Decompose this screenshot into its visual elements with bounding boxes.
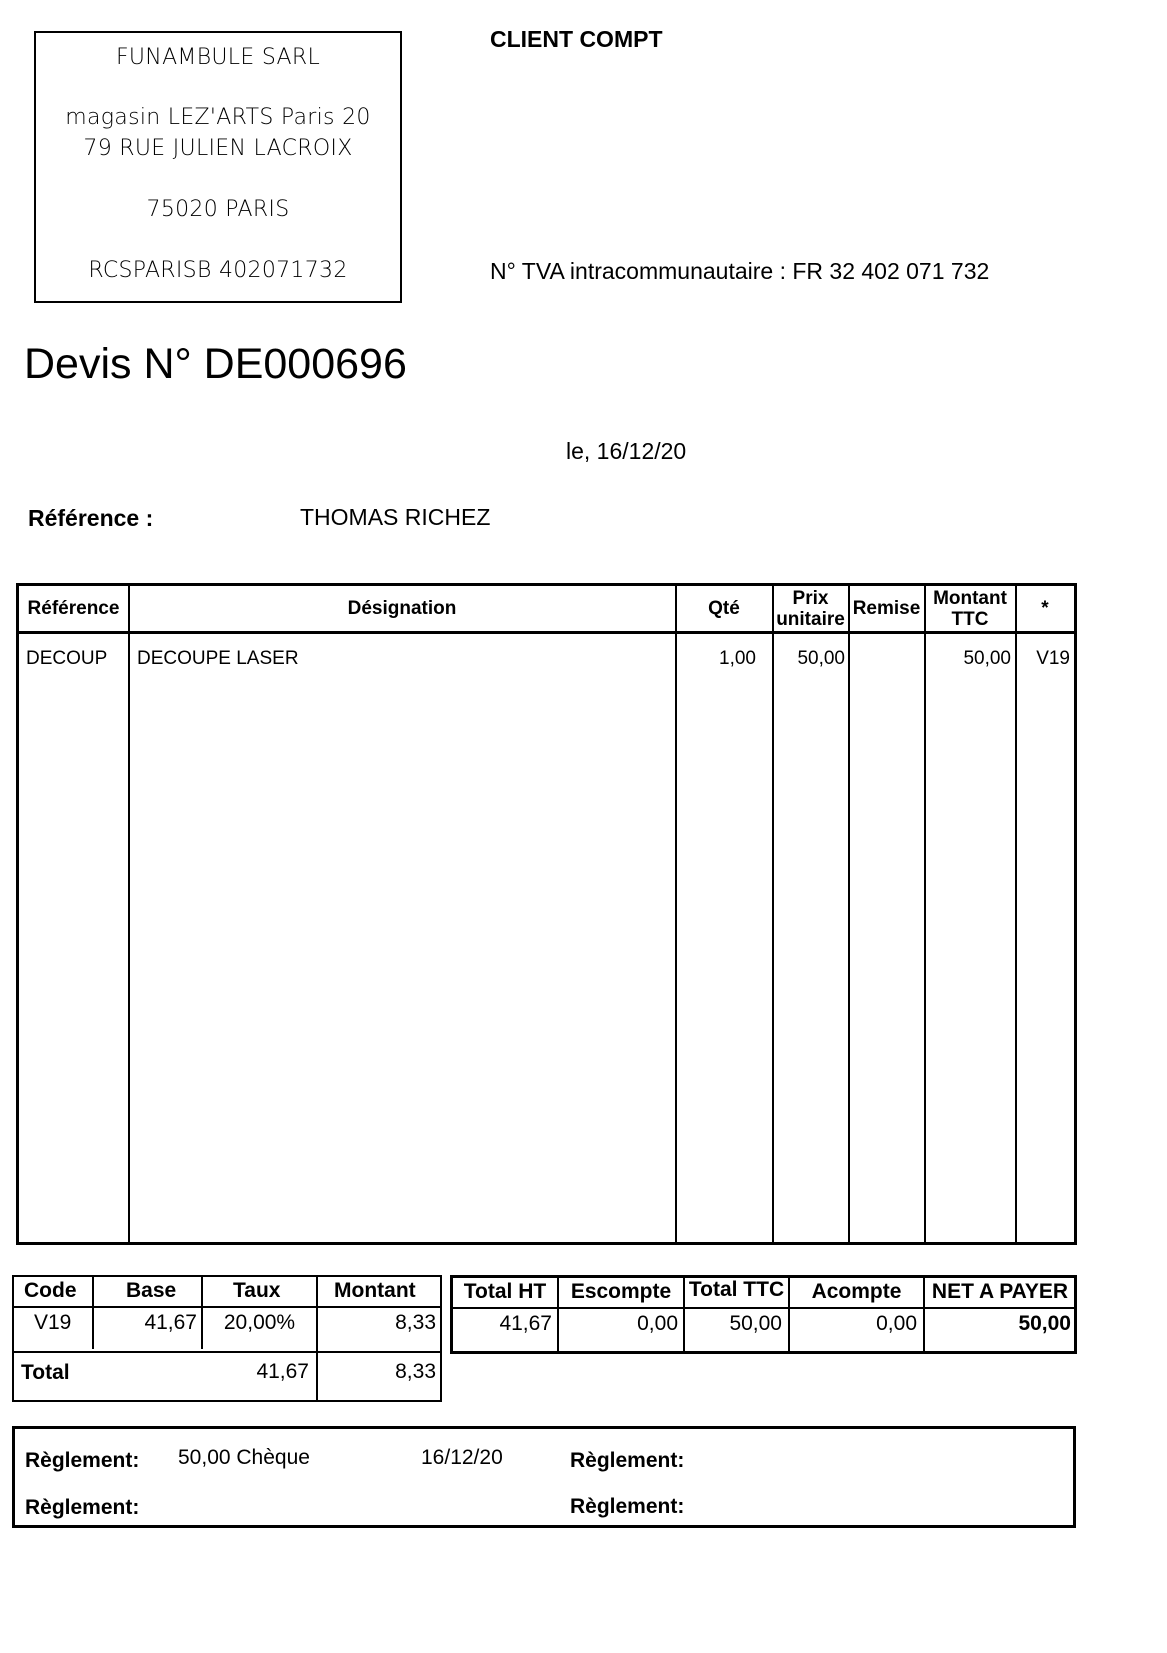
vat-total-label: Total — [21, 1361, 70, 1384]
client-compt-label: CLIENT COMPT — [490, 26, 663, 52]
vat-header-rate: Taux — [233, 1279, 281, 1302]
company-address-line2: 79 RUE JULIEN LACROIX — [83, 136, 353, 161]
row-code: V19 — [1036, 648, 1070, 669]
vat-number: N° TVA intracommunautaire : FR 32 402 071 732 — [490, 258, 990, 284]
vat-total-base: 41,67 — [256, 1360, 309, 1383]
totals-table — [450, 1275, 1077, 1354]
header-star: * — [1041, 598, 1049, 619]
items-header-rule — [19, 631, 1074, 634]
totals-total-ttc: 50,00 — [729, 1312, 782, 1335]
totals-header-total-ht: Total HT — [463, 1280, 547, 1303]
totals-net-to-pay: 50,00 — [1018, 1312, 1071, 1335]
totals-header-total-ttc: Total TTC — [688, 1278, 785, 1301]
vat-summary-table — [12, 1275, 442, 1402]
totals-discount: 0,00 — [637, 1312, 678, 1335]
header-amount-line2: TTC — [951, 608, 989, 630]
vat-header-amount: Montant — [334, 1279, 416, 1302]
header-unit-price — [773, 586, 848, 631]
reference-label: Référence : — [28, 505, 154, 531]
vat-total-amount: 8,33 — [395, 1360, 436, 1383]
header-designation: Désignation — [347, 598, 457, 619]
document-date: le, 16/12/20 — [566, 438, 687, 464]
header-reference: Référence — [27, 598, 120, 619]
header-unit-price-line1: Prix — [792, 587, 829, 609]
totals-total-ht: 41,67 — [499, 1312, 552, 1335]
col-divider — [848, 586, 850, 1242]
row-divider — [14, 1351, 440, 1353]
vat-row-amount: 8,33 — [395, 1311, 436, 1334]
row-amount: 50,00 — [963, 648, 1011, 669]
payment-label: Règlement: — [570, 1495, 685, 1518]
payment-box — [12, 1426, 1076, 1528]
vat-header-base: Base — [126, 1279, 177, 1302]
payment-label: Règlement: — [25, 1449, 140, 1472]
row-qty: 1,00 — [719, 648, 756, 669]
totals-header-discount: Escompte — [570, 1280, 672, 1303]
payment-label: Règlement: — [25, 1496, 140, 1519]
row-divider — [14, 1306, 440, 1308]
company-name: FUNAMBULE SARL — [115, 45, 321, 70]
document-title: Devis N° DE000696 — [24, 340, 407, 388]
col-divider — [772, 586, 774, 1242]
payment-amount-method: 50,00 Chèque — [178, 1446, 310, 1469]
totals-header-deposit: Acompte — [811, 1280, 902, 1303]
vat-row-rate: 20,00% — [223, 1311, 296, 1334]
items-table — [16, 583, 1077, 1245]
company-address-line1: magasin LEZ'ARTS Paris 20 — [65, 105, 371, 130]
col-divider — [675, 586, 677, 1242]
totals-deposit: 0,00 — [876, 1312, 917, 1335]
row-designation: DECOUPE LASER — [137, 648, 299, 669]
totals-header-net-to-pay: NET A PAYER — [931, 1280, 1069, 1303]
vat-row-base: 41,67 — [144, 1311, 197, 1334]
header-amount-line1: Montant — [933, 587, 1007, 609]
header-unit-price-line2: unitaire — [776, 608, 845, 630]
vat-header-code: Code — [24, 1279, 77, 1302]
payment-date: 16/12/20 — [421, 1446, 503, 1469]
company-city: 75020 PARIS — [146, 197, 290, 222]
reference-value: THOMAS RICHEZ — [300, 504, 491, 530]
row-unit-price: 50,00 — [797, 648, 845, 669]
vat-row-code: V19 — [34, 1311, 72, 1334]
col-divider — [128, 586, 130, 1242]
company-rcs: RCSPARISB 402071732 — [88, 258, 348, 283]
payment-label: Règlement: — [570, 1449, 685, 1472]
row-divider — [453, 1307, 1074, 1309]
header-amount — [925, 586, 1015, 631]
header-qty: Qté — [708, 598, 740, 619]
col-divider — [924, 586, 926, 1242]
header-discount: Remise — [852, 598, 921, 619]
row-reference: DECOUP — [26, 648, 108, 669]
company-box — [34, 31, 402, 303]
col-divider — [1015, 586, 1017, 1242]
